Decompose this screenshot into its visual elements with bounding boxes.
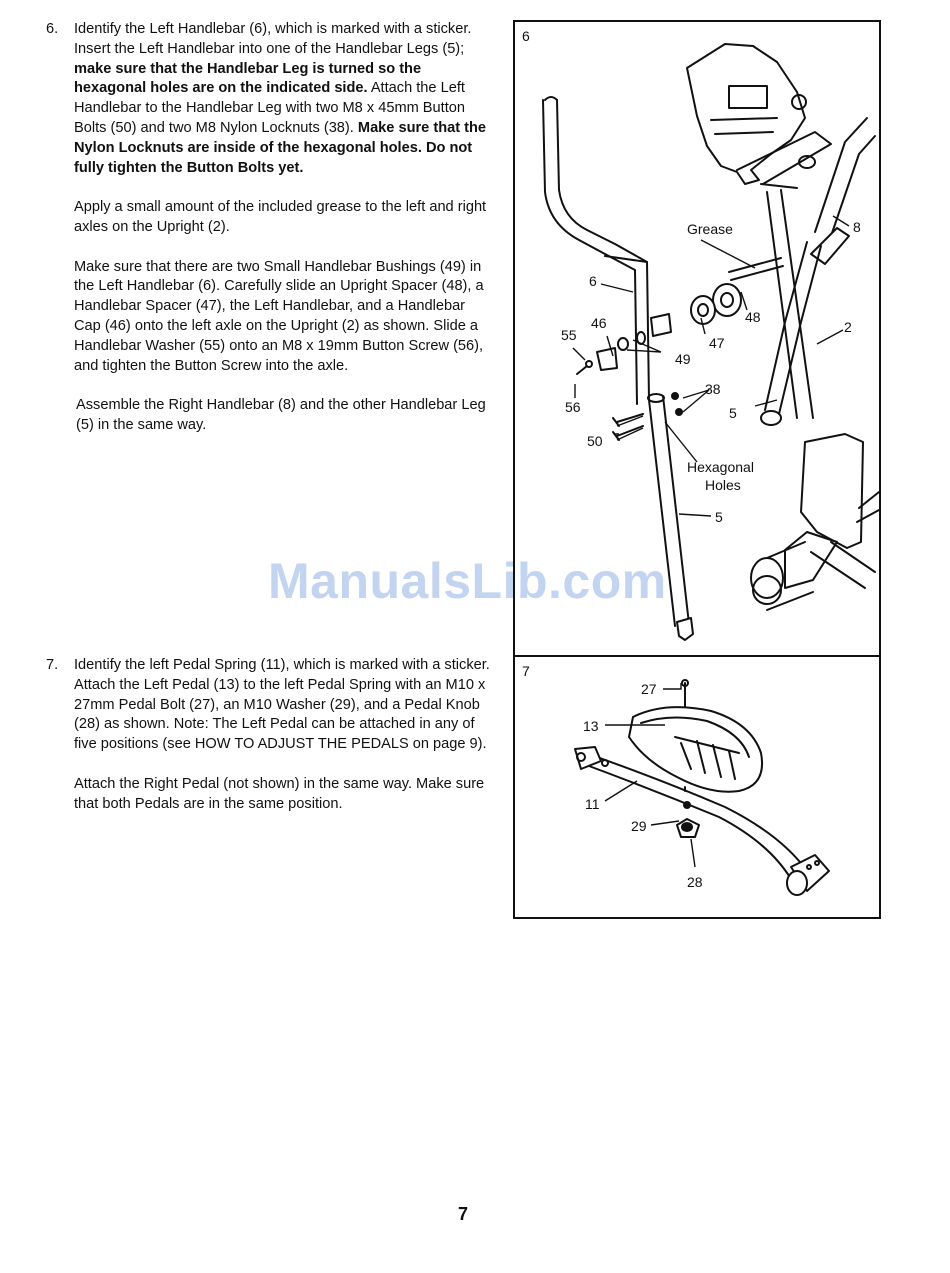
label-38: 38: [705, 381, 721, 397]
label-13: 13: [583, 718, 599, 734]
label-5-upper: 5: [729, 405, 737, 421]
step-6-paragraph-4: Assemble the Right Handlebar (8) and the other Handlebar Leg (5) in the same way.: [76, 397, 486, 433]
label-27: 27: [641, 681, 657, 697]
figure-7-number: 7: [522, 663, 530, 679]
label-56: 56: [565, 399, 581, 415]
watermark: ManualsLib.com: [268, 553, 667, 609]
label-11: 11: [585, 796, 600, 812]
label-48: 48: [745, 309, 761, 325]
label-49: 49: [675, 351, 691, 367]
step-6-number: 6.: [46, 21, 59, 37]
step-7: [46, 656, 491, 834]
step-7-paragraph-2: Attach the Right Pedal (not shown) in the same way. Make sure that both Pedals are in the same position.: [74, 775, 485, 812]
label-46: 46: [591, 315, 607, 331]
step-6-paragraph-3: Make sure that there are two Small Handlebar Bushings (49) in the Left Handlebar (6). Carefully slide an Upright Spacer (48), a Handlebar Spacer (47), the Left Handlebar, and a Handlebar Cap (46) onto the left axle on the Upright (2) as shown. Slide a Handlebar Washer (55) onto an M8 x 19mm Button Screw (56), and tighten the Button Screw into the axle.: [74, 258, 484, 374]
label-hexagonal: Hexagonal: [687, 459, 754, 475]
figure-7-drawing: [515, 657, 883, 921]
label-55: 55: [561, 327, 577, 343]
label-2: 2: [844, 319, 852, 335]
page-number: 7: [458, 1204, 469, 1224]
step-7-number: 7.: [46, 657, 59, 673]
label-47: 47: [709, 335, 725, 351]
label-5-lower: 5: [715, 509, 723, 525]
label-holes: Holes: [705, 477, 741, 493]
label-50: 50: [587, 433, 603, 449]
step-6-paragraph-1: Identify the Left Handlebar (6), which is marked with a sticker. Insert the Left Handlebar into one of the Handlebar Legs (5); make sure that the Handlebar Leg is turned so the hexagonal holes are on the indicated side. Attach the Left Handlebar to the Handlebar Leg with two M8 x 45mm Button Bolts (50) and two M8 Nylon Locknuts (38). Make sure that the Nylon Locknuts are inside of the hexagonal holes. Do not fully tighten the Button Bolts yet.: [74, 21, 487, 176]
label-29: 29: [631, 818, 647, 834]
label-6: 6: [589, 273, 597, 289]
figure-7: [513, 655, 881, 919]
step-7-paragraph-1: Identify the left Pedal Spring (11), which is marked with a sticker. Attach the Left Pedal (13) to the left Pedal Spring with an M10 x 27mm Pedal Bolt (27), an M10 Washer (29), and a Pedal Knob (28) as shown. Note: The Left Pedal can be attached in any of five positions (see HOW TO ADJUST THE PEDALS on page 9).: [74, 657, 490, 753]
step-6: [46, 20, 491, 456]
figure-6-number: 6: [522, 28, 530, 44]
step-6-paragraph-2: Apply a small amount of the included grease to the left and right axles on the Upright (2).: [74, 199, 487, 235]
label-28: 28: [687, 874, 703, 890]
label-8: 8: [853, 219, 861, 235]
label-grease: Grease: [687, 221, 733, 237]
